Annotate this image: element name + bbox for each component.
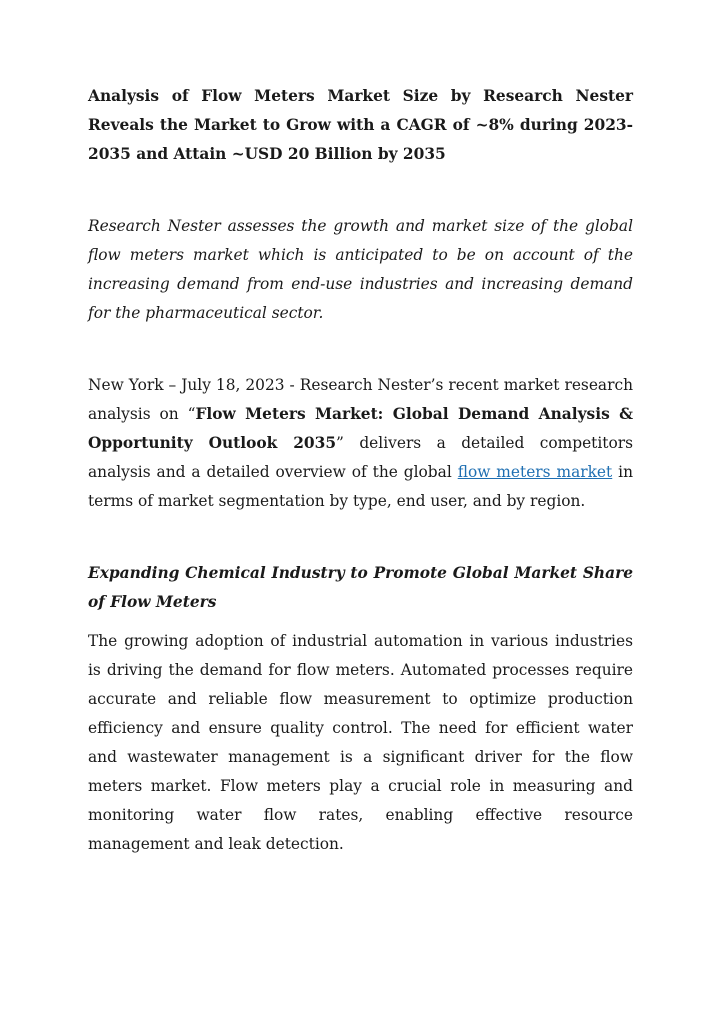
document-page [88,82,633,859]
flow-meters-market-link[interactable]: flow meters market [457,463,613,481]
report-title: Flow Meters Market: Global Demand Analysis & Opportunity Outlook 2035 [88,405,634,452]
section-body-paragraph: The growing adoption of industrial automation in various industries is driving the demand for flow meters. Automated processes require accurate and reliable flow measurement to optimize production efficiency and ensure quality control. The need for efficient water and wastewater management is a significant driver for the flow meters market. Flow meters play a crucial role in measuring and monitoring water flow rates, enabling effective resource management and leak detection. [88,632,633,853]
press-intro-text: New York – July 18, 2023 - Research Nester’s recent market research analysis on “ [88,376,633,423]
document-title: Analysis of Flow Meters Market Size by Research Nester Reveals the Market to Grow with a CAGR of ~8% during 2023-2035 and Attain ~USD 20 Billion by 2035 [88,87,633,163]
summary-paragraph: Research Nester assesses the growth and market size of the global flow meters market which is anticipated to be on account of the increasing demand from end-use industries and increasing demand for the pharmaceutical sector. [88,217,633,322]
section-heading: Expanding Chemical Industry to Promote Global Market Share of Flow Meters [88,564,633,611]
press-middle-text: ” delivers a detailed competitors analysis and a detailed overview of the global [88,434,633,481]
press-release-paragraph [88,371,633,516]
press-end-text: in terms of market segmentation by type, end user, and by region. [88,463,633,510]
